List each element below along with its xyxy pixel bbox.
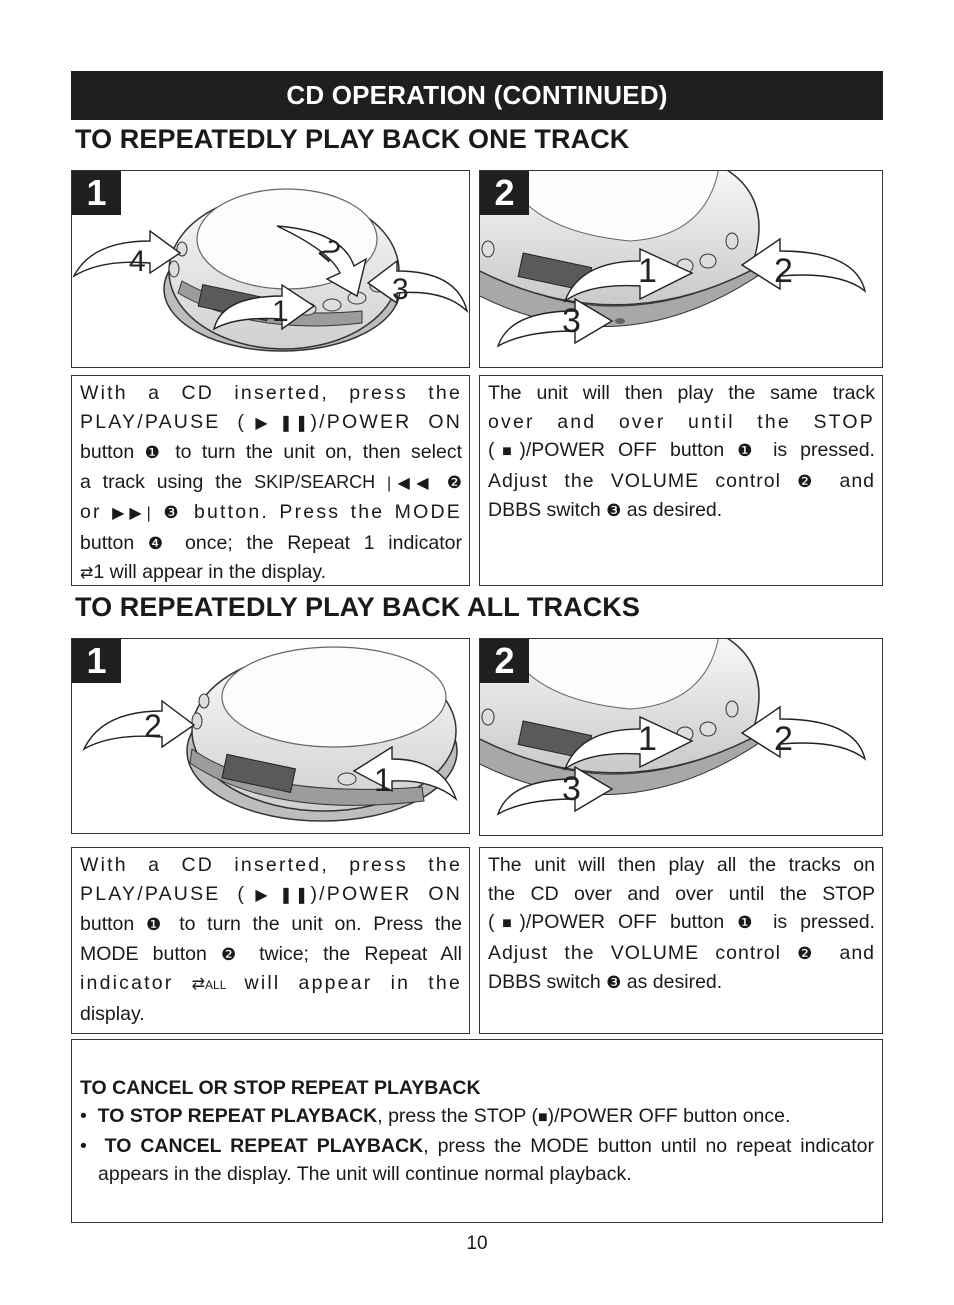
illustration-one-track-step2 (479, 170, 883, 368)
callout-1: 1 (638, 252, 657, 290)
text-fragment: or (80, 501, 102, 523)
play-pause-icon: ▶❚❚ (246, 886, 311, 904)
bullet-cancel-repeat: • TO CANCEL REPEAT PLAYBACK, press the MODE button until no repeat indicator appears in the display. The unit will continue normal playback. (80, 1135, 874, 1185)
text-fragment: and (823, 469, 876, 492)
text-fragment: ( (488, 911, 495, 933)
circled-number-1: ❶ (737, 441, 761, 460)
text-fragment: DBBS switch (488, 971, 607, 993)
text-line (488, 467, 875, 497)
text-fragment: to turn the unit on, then select (164, 441, 462, 463)
text-fragment: is pressed. (760, 439, 875, 461)
circled-number-3: ❸ (163, 503, 184, 522)
text-fragment: )/POWER ON (310, 882, 463, 905)
text-fragment: indicator (80, 972, 174, 994)
text-line (80, 438, 462, 468)
text-line (80, 529, 462, 559)
illustration-one-track-step1 (71, 170, 470, 368)
stop-icon: ■ (494, 915, 520, 932)
callout-3: 3 (392, 273, 409, 306)
callout-3: 3 (562, 302, 581, 340)
bullet-stop-repeat: • TO STOP REPEAT PLAYBACK, press the STOP (■)/POWER OFF button once. (80, 1105, 791, 1127)
text-fragment: to turn the unit on. Press the (167, 913, 462, 935)
step-number: 1 (72, 639, 121, 683)
text-line: The unit will then play all the tracks on (488, 854, 875, 876)
circled-number-1: ❶ (145, 915, 168, 934)
callout-4: 4 (129, 245, 146, 278)
instructions-all-tracks-step2 (479, 847, 883, 1034)
text-fragment: twice; the Repeat All (244, 942, 462, 965)
text-fragment: and (823, 941, 876, 964)
text-fragment: MODE button (80, 942, 222, 965)
text-line: The unit will then play the same track (488, 382, 875, 404)
text-fragment: , press the MODE button until no repeat indicator appears in the display. The unit will continue normal playback. (98, 1135, 874, 1185)
text-line: With a CD inserted, press the (80, 382, 462, 404)
circled-number-2: ❷ (221, 944, 245, 964)
text-line (80, 468, 462, 499)
callout-2: 2 (774, 720, 793, 758)
text-fragment: , press the STOP ( (377, 1105, 538, 1127)
text-fragment: )/POWER ON (310, 410, 463, 433)
text-fragment: once; the Repeat 1 indicator (171, 531, 462, 554)
text-fragment: button (80, 441, 145, 463)
cd-player-top-view-icon (72, 639, 470, 834)
text-fragment: is pressed. (760, 911, 875, 933)
text-line (488, 939, 875, 969)
text-fragment: )/POWER OFF button once. (547, 1105, 791, 1127)
circled-number-2: ❷ (446, 472, 463, 492)
step-number: 2 (480, 639, 529, 683)
text-line (488, 908, 875, 939)
text-line: display. (80, 1002, 145, 1025)
callout-2: 2 (144, 708, 162, 744)
cancel-repeat-box (71, 1039, 883, 1223)
callout-1: 1 (638, 720, 657, 758)
circled-number-4: ❹ (147, 533, 172, 553)
text-fragment: a track using the (80, 470, 255, 493)
repeat-all-icon: ⇄ALL (191, 976, 227, 993)
text-line (488, 436, 875, 467)
text-fragment: TO STOP REPEAT PLAYBACK (97, 1105, 378, 1127)
circled-number-3: ❸ (606, 501, 622, 520)
cd-player-closeup-icon (480, 639, 883, 836)
text-line: over and over until the STOP (488, 410, 875, 433)
cd-player-closeup-icon (480, 171, 883, 368)
callout-1: 1 (272, 295, 289, 328)
section-banner: CD OPERATION (CONTINUED) (71, 71, 883, 120)
circled-number-1: ❶ (144, 443, 165, 462)
heading-repeat-all-tracks: TO REPEATEDLY PLAY BACK ALL TRACKS (75, 592, 640, 622)
text-fragment: button (80, 531, 148, 554)
stop-icon: ■ (494, 443, 520, 460)
text-fragment: PLAY/PAUSE ( (80, 882, 247, 905)
text-fragment: button (80, 913, 146, 935)
text-line (80, 498, 462, 529)
stop-icon: ■ (538, 1109, 548, 1126)
callout-2: 2 (312, 232, 347, 269)
text-fragment: as desired. (621, 971, 723, 993)
step-number: 1 (72, 171, 121, 215)
text-line (80, 940, 462, 970)
text-line (488, 496, 875, 526)
repeat-icon: ⇄ (80, 565, 94, 582)
text-fragment: PLAY/PAUSE ( (80, 410, 247, 433)
text-fragment: ALL (205, 978, 227, 992)
callout-3: 3 (562, 770, 581, 808)
heading-repeat-one-track: TO REPEATEDLY PLAY BACK ONE TRACK (75, 124, 630, 154)
text-fragment: )/POWER OFF button (519, 439, 738, 461)
illustration-all-tracks-step1 (71, 638, 470, 834)
circled-number-2: ❷ (797, 943, 824, 963)
callout-1: 1 (374, 762, 392, 798)
text-line (80, 969, 462, 1000)
text-line (80, 880, 462, 911)
skip-forward-icon: ▶▶| (112, 505, 154, 522)
illustration-all-tracks-step2 (479, 638, 883, 836)
cd-player-top-view-icon (72, 171, 470, 368)
text-line: With a CD inserted, press the (80, 854, 462, 876)
text-fragment: 1 will appear in the display. (93, 561, 327, 583)
play-pause-icon: ▶❚❚ (246, 414, 311, 432)
circled-number-3: ❸ (606, 973, 622, 992)
text-line (80, 408, 462, 439)
text-fragment: as desired. (621, 499, 723, 521)
text-fragment: Adjust the VOLUME control (488, 941, 798, 964)
step-number: 2 (480, 171, 529, 215)
text-line (80, 558, 462, 586)
text-fragment: button. Press the MODE (183, 501, 462, 523)
text-line: the CD over and over until the STOP (488, 882, 875, 905)
circled-number-1: ❶ (737, 913, 761, 932)
text-fragment: TO CANCEL REPEAT PLAYBACK (104, 1135, 424, 1157)
cancel-title: TO CANCEL OR STOP REPEAT PLAYBACK (80, 1077, 481, 1099)
text-fragment: SKIP/SEARCH (254, 471, 376, 492)
page-number: 10 (466, 1233, 488, 1254)
text-fragment: )/POWER OFF button (519, 911, 738, 933)
instructions-all-tracks-step1 (71, 847, 470, 1034)
text-fragment: will appear in the (244, 972, 462, 994)
text-fragment: ( (488, 439, 495, 461)
text-fragment: DBBS switch (488, 499, 607, 521)
text-line (488, 968, 875, 998)
skip-back-icon: |◀◀ (386, 474, 435, 492)
instructions-one-track-step1 (71, 375, 470, 586)
text-line (80, 910, 462, 940)
instructions-one-track-step2 (479, 375, 883, 586)
callout-2: 2 (774, 252, 793, 290)
circled-number-2: ❷ (797, 471, 824, 491)
text-fragment: Adjust the VOLUME control (488, 469, 798, 492)
